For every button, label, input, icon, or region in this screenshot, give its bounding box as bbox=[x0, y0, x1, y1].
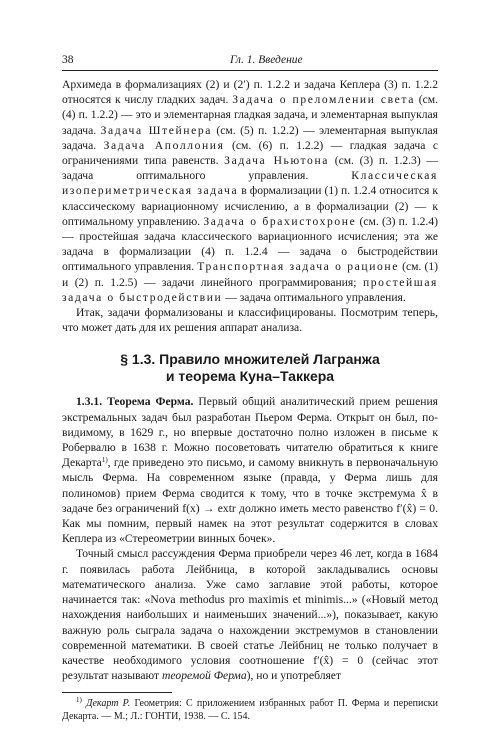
spaced-term: Задача Аполлония bbox=[103, 138, 225, 152]
paragraph-fermat-theorem bbox=[62, 394, 438, 546]
paragraph-classification bbox=[62, 77, 438, 305]
spaced-term: Задача Штейнера bbox=[100, 123, 212, 137]
text-span: (см. (1) и (2) п. 1.2.5) — задачи линейного программирования; bbox=[62, 260, 438, 289]
subsection-heading: 1.3.1. Теорема Ферма. bbox=[76, 395, 194, 409]
text-span: ), но и употребляет bbox=[246, 669, 342, 683]
paragraph-summary: Итак, задачи формализованы и классифицированы. Посмотрим теперь, что может дать для их решения аппарат анализа. bbox=[62, 306, 438, 335]
spaced-term: Транспортная задача о рационе bbox=[197, 260, 399, 274]
footnote bbox=[62, 697, 438, 723]
spaced-term: простейшая задача о быстродействии bbox=[62, 275, 438, 304]
text-span: (см. (4) п. 1.2.2) — это и элементарная гладкая задача, и элементарная выпуклая задача. bbox=[62, 93, 439, 137]
text-span: (см. (3) п. 1.2.4) — простейшая задача классического вариационного исчисления; эта же задача в формализации (4) п. 1.2.4 — задача о быстродействии оптимального управления. bbox=[62, 214, 438, 274]
spaced-term: Задача Ньютона bbox=[224, 154, 330, 168]
text-span: Точный смысл рассуждения Ферма приобрели через 46 лет, когда в 1684 г. появилась работа Лейбница, в которой закладывались основы математического анализа. Уже само заглавие этой работы, которое начинается так: «Nova methodus pro maximis et minimis...» («Новый метод нахождения наибольших и наименьших значений...»), показывает, какую важную роль сыграла задача о нахождении экстремумов в становлении современной математики. В своей статье Лейбниц не только получает в качестве необходимого условия соотношение f′(x̂) = 0 (сейчас этот результат называют bbox=[62, 547, 438, 683]
section-title-line2: и теорема Куна–Таккера bbox=[165, 368, 335, 385]
text-span: — задача оптимального управления. bbox=[222, 290, 406, 304]
section-title-line1: § 1.3. Правило множителей Лагранжа bbox=[120, 351, 380, 368]
text-span: Архимеда в формализациях (2) и (2′) п. 1.2.2 и задача Кеплера (3) п. 1.2.2 относятся к числу гладких задач. bbox=[62, 78, 438, 107]
footnote-separator bbox=[62, 692, 172, 693]
footnote-author: Декарт Р. bbox=[86, 698, 131, 710]
page-header bbox=[62, 52, 438, 71]
running-title: Гл. 1. Введение bbox=[230, 54, 303, 66]
spaced-term: Задача о преломлении света bbox=[232, 93, 415, 107]
paragraph-leibniz bbox=[62, 546, 438, 683]
footnote-text: Геометрия: С приложением избранных работ П. Ферма и переписки Декарта. — М.; Л.: ГОНТИ, 1938. — С. 154. bbox=[62, 698, 439, 723]
emphasized-term: теоремой Ферма bbox=[162, 669, 247, 683]
footnote-marker[interactable]: 1) bbox=[101, 456, 108, 465]
page-body bbox=[62, 77, 438, 723]
text-span: Первый общий аналитический прием решения экстремальных задач был разработан Пьером Ферма. Открыт он был, по-видимому, в 1629 г., но впервые достаточно полно изложен в письме к Робервалю в 1638 г. Можно посоветовать читателю обратиться к книге Декарта bbox=[62, 395, 438, 470]
spaced-term: Классическая изопериметрическая задача bbox=[62, 169, 438, 198]
page-number: 38 bbox=[62, 54, 74, 66]
text-span: (см. (3) п. 1.2.3) — задача оптимального управления. bbox=[62, 154, 439, 183]
section-heading bbox=[62, 351, 438, 385]
text-span: (см. (5) п. 1.2.2) — элементарная выпуклая задача. bbox=[62, 123, 438, 152]
text-span: в формализации (1) п. 1.2.4 относится к классическому вариационному исчислению, а в формализации (2) — к оптимальному управлению. bbox=[62, 184, 438, 228]
text-span: (см. (6) п. 1.2.2) — гладкая задача с ограничениями типа равенств. bbox=[62, 138, 438, 168]
footnote-number: 1) bbox=[76, 696, 82, 705]
text-span: , где приведено это письмо, и самому вникнуть в первоначальную мысль Ферма. На современном языке (правда, у Ферма лишь для полиномов) прием Ферма сводится к тому, что в точке экстремума x̂ в задаче без ограничений f(x) → extr должно иметь место равенство f′(x̂) = 0. Как мы помним, первый намек на этот результат содержится в словах Кеплера из «Стереометрии винных бочек». bbox=[62, 456, 438, 546]
book-page bbox=[62, 52, 438, 723]
spaced-term: Задача о брахистохроне bbox=[203, 214, 357, 228]
